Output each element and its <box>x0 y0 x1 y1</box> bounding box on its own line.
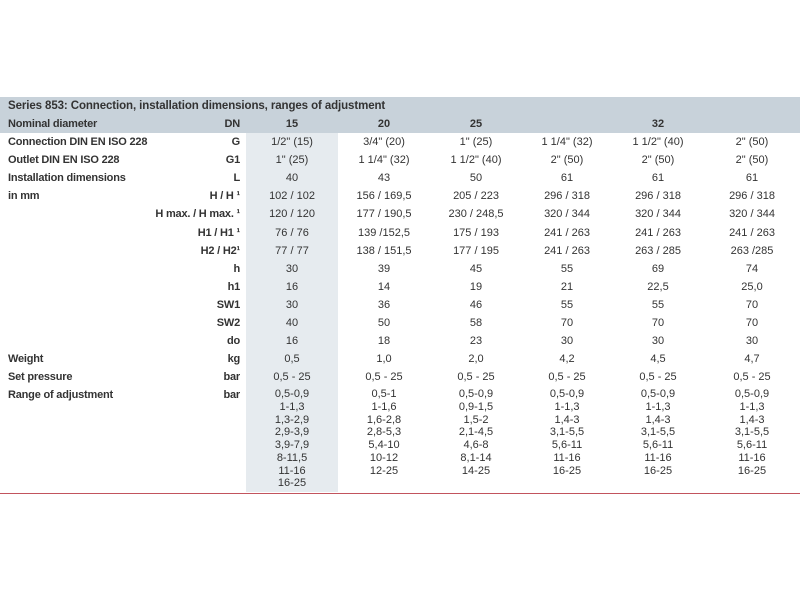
table-row <box>0 332 800 350</box>
row-unit: G1 <box>225 154 240 167</box>
adjustment-range: 16-25 <box>277 477 307 490</box>
cell-value: 320 / 344 <box>544 208 590 221</box>
dn-value: 32 <box>612 115 704 133</box>
cell-value: 25,0 <box>741 280 763 293</box>
cell-value: 175 / 193 <box>453 226 499 239</box>
row-unit: SW2 <box>216 317 240 330</box>
cell-value: 46 <box>469 298 483 311</box>
cell-value: 21 <box>560 280 574 293</box>
cell-value: 177 / 190,5 <box>356 208 412 221</box>
adjustment-cell <box>430 386 522 492</box>
cell-value: 2" (50) <box>735 136 769 149</box>
adjustment-range: 16-25 <box>737 464 767 477</box>
cell-value: 30 <box>651 335 665 348</box>
adjustment-cell <box>522 386 612 492</box>
cell-value: 61 <box>651 172 665 185</box>
cell-value: 205 / 223 <box>453 190 499 203</box>
row-label: Installation dimensions <box>8 172 126 185</box>
adjustment-range: 3,1-5,5 <box>640 426 676 439</box>
row-label: Range of adjustment <box>8 389 113 402</box>
adjustment-range: 3,1-5,5 <box>549 426 585 439</box>
adjustment-range: 16-25 <box>643 464 673 477</box>
row-unit: H2 / H2¹ <box>200 244 240 257</box>
table-row <box>0 260 800 278</box>
adjustment-range: 16-25 <box>552 464 582 477</box>
adjustment-range: 11-16 <box>553 451 581 464</box>
dn-value: 25 <box>430 115 522 133</box>
dn-value <box>522 115 612 133</box>
adjustment-range: 0,5-0,9 <box>458 388 494 401</box>
adjustment-range: 1,4-3 <box>645 413 671 426</box>
adjustment-range: 2,9-3,9 <box>274 426 310 439</box>
adjustment-cell <box>704 386 800 492</box>
adjustment-range: 1-1,3 <box>739 401 765 414</box>
cell-value: 2,0 <box>468 353 484 366</box>
cell-value: 138 / 151,5 <box>356 244 412 257</box>
cell-value: 70 <box>745 317 759 330</box>
adjustment-range: 14-25 <box>461 464 491 477</box>
cell-value: 102 / 102 <box>246 187 338 205</box>
cell-value: 120 / 120 <box>246 205 338 223</box>
row-label: Connection DIN EN ISO 228 <box>8 136 148 149</box>
cell-value: 43 <box>377 172 391 185</box>
cell-value: 156 / 169,5 <box>356 190 412 203</box>
cell-value: 19 <box>469 280 483 293</box>
cell-value: 1 1/4" (32) <box>541 136 593 149</box>
row-label <box>0 224 150 242</box>
cell-value: 296 / 318 <box>544 190 590 203</box>
table-row <box>0 296 800 314</box>
adjustment-range: 0,5-1 <box>371 388 397 401</box>
adjustment-range: 1,4-3 <box>554 413 580 426</box>
bottom-rule <box>0 493 800 494</box>
cell-value: 22,5 <box>647 280 669 293</box>
cell-value: 230 / 248,5 <box>448 208 504 221</box>
cell-value: 1/2" (15) <box>246 133 338 151</box>
cell-value: 0,5 - 25 <box>548 371 586 384</box>
adjustment-range: 0,5-0,9 <box>274 388 310 401</box>
cell-value: 4,7 <box>744 353 760 366</box>
table-row <box>0 151 800 169</box>
adjustment-range: 4,6-8 <box>463 439 489 452</box>
adjustment-range: 8-11,5 <box>276 451 308 464</box>
cell-value: 320 / 344 <box>635 208 681 221</box>
table-row <box>0 187 800 205</box>
row-unit: G <box>231 136 240 149</box>
row-label <box>0 242 150 260</box>
cell-value: 45 <box>469 262 483 275</box>
cell-value: 74 <box>745 262 759 275</box>
cell-value: 4,5 <box>650 353 666 366</box>
cell-value: 76 / 76 <box>246 224 338 242</box>
adjustment-range: 1-1,6 <box>371 401 397 414</box>
adjustment-range: 8,1-14 <box>460 451 492 464</box>
cell-value: 23 <box>469 335 483 348</box>
row-label <box>0 332 150 350</box>
cell-value: 16 <box>246 278 338 296</box>
table-row <box>0 368 800 386</box>
table-row <box>0 278 800 296</box>
cell-value: 0,5 - 25 <box>733 371 771 384</box>
cell-value: 55 <box>560 298 574 311</box>
cell-value: 30 <box>246 296 338 314</box>
adjustment-range: 12-25 <box>369 464 399 477</box>
dn-value <box>704 115 800 133</box>
table-row <box>0 133 800 151</box>
cell-value: 1 1/2" (40) <box>450 154 502 167</box>
cell-value: 30 <box>246 260 338 278</box>
adjustment-cell <box>246 386 338 492</box>
spec-grid <box>0 115 800 492</box>
cell-value: 70 <box>651 317 665 330</box>
cell-value: 1" (25) <box>246 151 338 169</box>
cell-value: 320 / 344 <box>729 208 775 221</box>
adjustment-range: 1-1,3 <box>279 401 305 414</box>
row-unit: h1 <box>227 280 240 293</box>
table-row <box>0 242 800 260</box>
row-unit: bar <box>223 371 240 384</box>
adjustment-range: 1,4-3 <box>739 413 765 426</box>
adjustment-range: 11-16 <box>278 464 306 477</box>
cell-value: 2" (50) <box>641 154 675 167</box>
row-label: Outlet DIN EN ISO 228 <box>8 154 120 167</box>
adjustment-range: 0,5-0,9 <box>640 388 676 401</box>
adjustment-range: 0,5-0,9 <box>549 388 585 401</box>
row-unit: DN <box>150 115 246 133</box>
adjustment-range: 2,8-5,3 <box>366 426 402 439</box>
adjustment-range: 5,6-11 <box>642 439 674 452</box>
cell-value: 2" (50) <box>550 154 584 167</box>
cell-value: 70 <box>745 298 759 311</box>
cell-value: 70 <box>560 317 574 330</box>
row-label <box>0 314 150 332</box>
row-label: in mm <box>8 190 40 203</box>
adjustment-cell <box>612 386 704 492</box>
table-row <box>0 205 800 223</box>
cell-value: 296 / 318 <box>729 190 775 203</box>
row-label <box>0 296 150 314</box>
adjustment-range: 1,3-2,9 <box>274 413 310 426</box>
adjustment-range: 10-12 <box>369 451 399 464</box>
cell-value: 3/4" (20) <box>363 136 405 149</box>
adjustment-range: 1-1,3 <box>554 401 580 414</box>
row-unit: H / H ¹ <box>209 190 240 203</box>
table-title: Series 853: Connection, installation dimensions, ranges of adjustment <box>0 97 800 115</box>
row-unit: H1 / H1 ¹ <box>197 226 240 239</box>
cell-value: 55 <box>560 262 574 275</box>
cell-value: 61 <box>560 172 574 185</box>
adjustment-range: 1-1,3 <box>645 401 671 414</box>
cell-value: 18 <box>377 335 391 348</box>
cell-value: 1,0 <box>376 353 392 366</box>
cell-value: 40 <box>246 169 338 187</box>
cell-value: 0,5 - 25 <box>457 371 495 384</box>
cell-value: 0,5 <box>246 350 338 368</box>
cell-value: 40 <box>246 314 338 332</box>
cell-value: 14 <box>377 280 391 293</box>
row-unit: h <box>233 262 240 275</box>
cell-value: 1 1/4" (32) <box>358 154 410 167</box>
cell-value: 241 / 263 <box>544 244 590 257</box>
cell-value: 263 / 285 <box>635 244 681 257</box>
cell-value: 16 <box>246 332 338 350</box>
adjustment-range: 11-16 <box>738 451 766 464</box>
cell-value: 77 / 77 <box>246 242 338 260</box>
cell-value: 241 / 263 <box>729 226 775 239</box>
adjustment-row <box>0 386 800 492</box>
cell-value: 241 / 263 <box>635 226 681 239</box>
row-label: Set pressure <box>8 371 73 384</box>
adjustment-range: 0,9-1,5 <box>458 401 494 414</box>
dn-value: 20 <box>338 115 430 133</box>
cell-value: 1 1/2" (40) <box>632 136 684 149</box>
row-unit: H max. / H max. ¹ <box>155 208 240 221</box>
cell-value: 55 <box>651 298 665 311</box>
table-row <box>0 169 800 187</box>
adjustment-cell <box>338 386 430 492</box>
cell-value: 36 <box>377 298 391 311</box>
table-row <box>0 224 800 242</box>
table-row <box>0 350 800 368</box>
dn-value: 15 <box>246 115 338 133</box>
cell-value: 69 <box>651 262 665 275</box>
cell-value: 1" (25) <box>459 136 493 149</box>
cell-value: 30 <box>560 335 574 348</box>
spec-body <box>0 115 800 492</box>
row-label: Nominal diameter <box>0 115 150 133</box>
cell-value: 61 <box>745 172 759 185</box>
adjustment-range: 5,6-11 <box>736 439 768 452</box>
adjustment-range: 1,5-2 <box>463 413 489 426</box>
spec-table <box>0 97 800 492</box>
cell-value: 50 <box>377 317 391 330</box>
cell-value: 58 <box>469 317 483 330</box>
adjustment-range: 2,1-4,5 <box>458 426 494 439</box>
row-label <box>0 260 150 278</box>
adjustment-range: 11-16 <box>644 451 672 464</box>
table-row <box>0 314 800 332</box>
cell-value: 4,2 <box>559 353 575 366</box>
row-label: Weight <box>8 353 44 366</box>
cell-value: 39 <box>377 262 391 275</box>
adjustment-range: 0,5-0,9 <box>734 388 770 401</box>
row-unit: do <box>226 335 240 348</box>
adjustment-range: 5,4-10 <box>368 439 400 452</box>
adjustment-range: 1,6-2,8 <box>366 413 402 426</box>
cell-value: 0,5 - 25 <box>639 371 677 384</box>
adjustment-range: 5,6-11 <box>551 439 583 452</box>
cell-value: 30 <box>745 335 759 348</box>
row-unit: L <box>233 172 240 185</box>
adjustment-range: 3,9-7,9 <box>274 439 310 452</box>
cell-value: 2" (50) <box>735 154 769 167</box>
cell-value: 296 / 318 <box>635 190 681 203</box>
cell-value: 0,5 - 25 <box>365 371 403 384</box>
row-unit: SW1 <box>216 298 240 311</box>
row-label <box>0 278 150 296</box>
nominal-diameter-row <box>0 115 800 133</box>
cell-value: 263 /285 <box>730 244 774 257</box>
row-label <box>0 205 150 223</box>
row-unit: kg <box>227 353 240 366</box>
cell-value: 0,5 - 25 <box>246 368 338 386</box>
adjustment-range: 3,1-5,5 <box>734 426 770 439</box>
cell-value: 241 / 263 <box>544 226 590 239</box>
row-unit: bar <box>223 389 240 402</box>
cell-value: 177 / 195 <box>453 244 499 257</box>
cell-value: 50 <box>469 172 483 185</box>
cell-value: 139 /152,5 <box>358 226 410 239</box>
